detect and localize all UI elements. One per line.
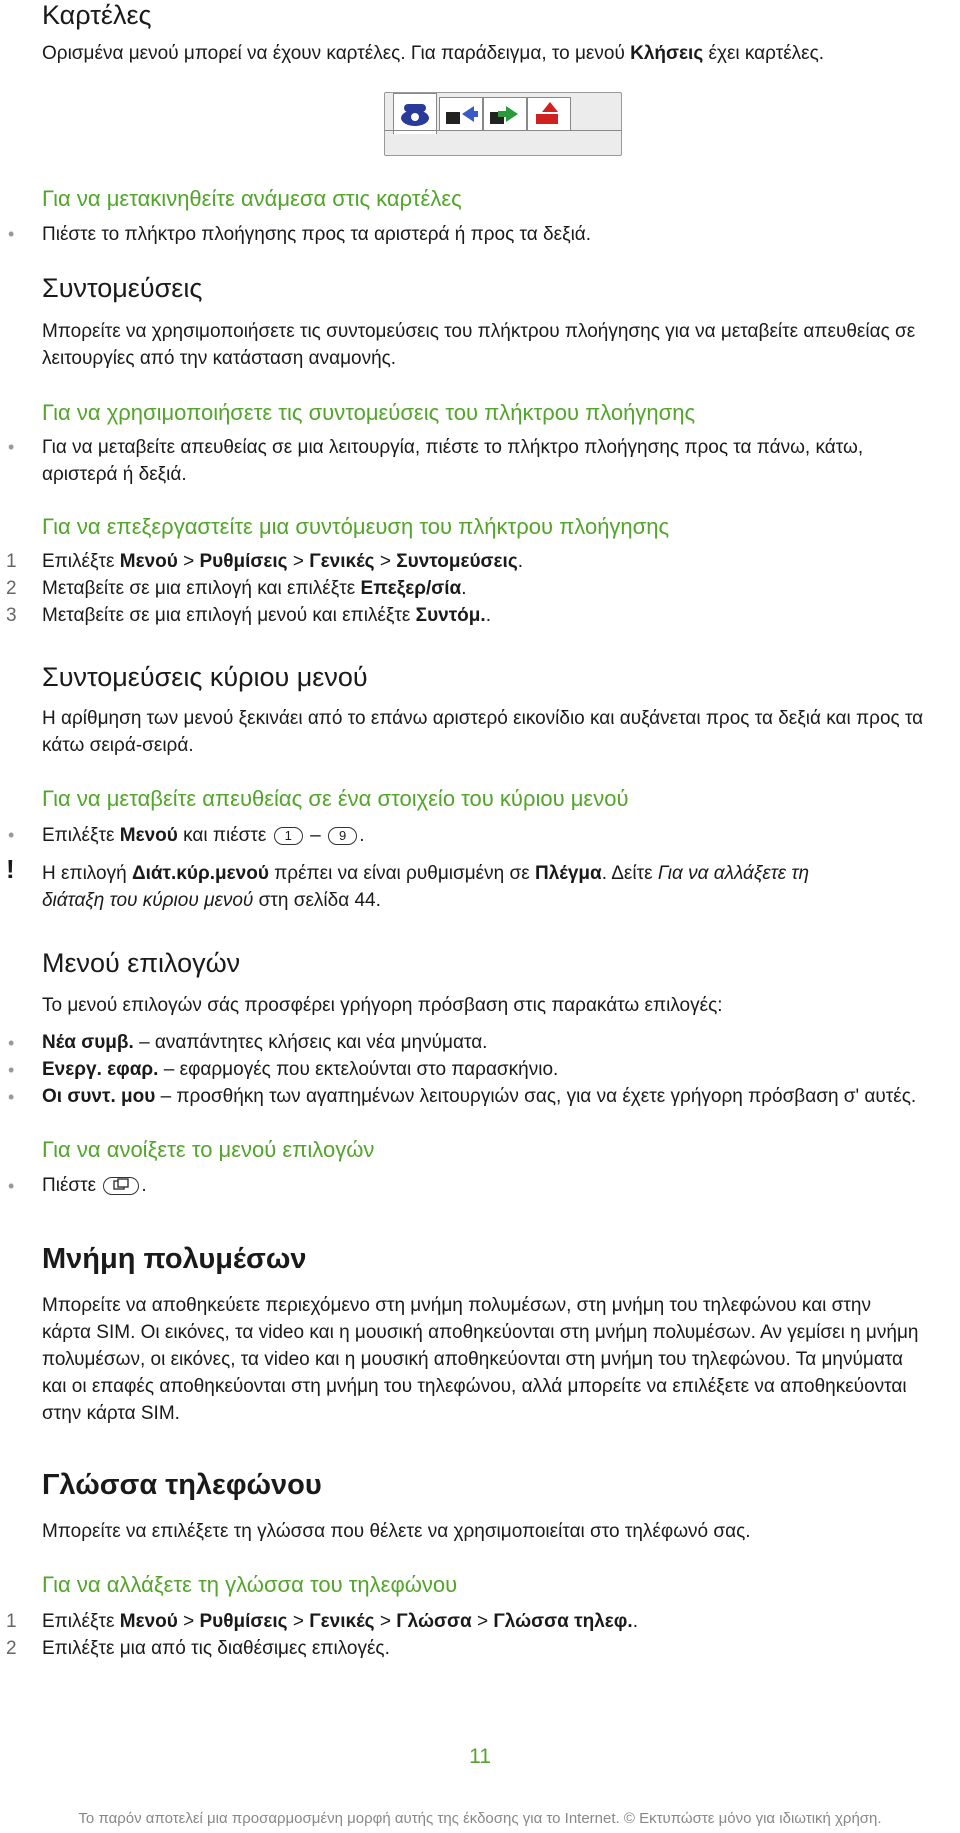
- language-step-2: Επιλέξτε μια από τις διαθέσιμες επιλογές.: [42, 1638, 390, 1659]
- shortcuts-heading: Συντομεύσεις: [42, 273, 203, 303]
- shortcuts-step-2: Μεταβείτε σε μια επιλογή και επιλέξτε Επεξερ/σία.: [42, 578, 467, 599]
- step-number: 2: [6, 1638, 17, 1659]
- footer-note: Το παρόν αποτελεί μια προσαρμοσμένη μορφή αυτής της έκδοσης για το Internet. © Εκτυπώστε μόνο για ιδιωτική χρήση.: [78, 1810, 882, 1827]
- options-heading: Μενού επιλογών: [42, 948, 241, 978]
- incoming-call-icon: [439, 97, 483, 131]
- outgoing-call-icon: [483, 97, 527, 131]
- tabs-subheading: Για να μετακινηθείτε ανάμεσα στις καρτέλες: [42, 186, 462, 211]
- missed-call-icon: [527, 97, 571, 131]
- options-intro: Το μενού επιλογών σάς προσφέρει γρήγορη πρόσβαση στις παρακάτω επιλογές:: [42, 995, 723, 1016]
- bullet: •: [8, 1087, 15, 1107]
- language-heading: Γλώσσα τηλεφώνου: [42, 1469, 322, 1501]
- shortcuts-sub1-bullet: Για να μεταβείτε απευθείας σε μια λειτουργία, πιέστε το πλήκτρο πλοήγησης προς τα πάνω, κάτω, αριστερά ή δεξιά.: [42, 437, 864, 485]
- phone-icon: [393, 93, 437, 134]
- tabs-bullet-text: Πιέστε το πλήκτρο πλοήγησης προς τα αριστερά ή προς τα δεξιά.: [42, 224, 592, 245]
- step-number: 1: [6, 551, 17, 572]
- main-menu-sub: Για να μεταβείτε απευθείας σε ένα στοιχείο του κύριου μενού: [42, 786, 629, 811]
- shortcuts-intro: Μπορείτε να χρησιμοποιήσετε τις συντομεύσεις του πλήκτρου πλοήγησης για να μεταβείτε απευθείας σε λειτουργίες από την κατάσταση αναμονής.: [42, 321, 916, 369]
- tabs-intro: Ορισμένα μενού μπορεί να έχουν καρτέλες. Για παράδειγμα, το μενού Κλήσεις έχει καρτέλες.: [42, 43, 825, 64]
- bullet: •: [8, 224, 15, 244]
- bullet: •: [8, 1033, 15, 1053]
- shortcuts-sub1: Για να χρησιμοποιήσετε τις συντομεύσεις του πλήκτρου πλοήγησης: [42, 400, 696, 425]
- shortcuts-step-1: Επιλέξτε Μενού > Ρυθμίσεις > Γενικές > Συντομεύσεις.: [42, 551, 523, 572]
- tab-bar-illustration: [384, 92, 622, 156]
- shortcuts-step-3: Μεταβείτε σε μια επιλογή μενού και επιλέξτε Συντόμ..: [42, 605, 491, 626]
- key-9-icon: 9: [328, 827, 357, 845]
- options-key-icon: [103, 1177, 139, 1195]
- options-sub: Για να ανοίξετε το μενού επιλογών: [42, 1137, 375, 1162]
- language-sub: Για να αλλάξετε τη γλώσσα του τηλεφώνου: [42, 1572, 458, 1597]
- warning-icon: !: [6, 854, 15, 884]
- options-item-3: Οι συντ. μου – προσθήκη των αγαπημένων λειτουργιών σας, για να έχετε γρήγορη πρόσβαση σ' αυτές.: [42, 1086, 917, 1107]
- bullet: •: [8, 437, 15, 457]
- main-menu-note: Η επιλογή Διάτ.κύρ.μενού πρέπει να είναι ρυθμισμένη σε Πλέγμα. Δείτε Για να αλλάξετε τη διάταξη του κύριου μενού στη σελίδα 44.: [42, 863, 810, 911]
- memory-text: Μπορείτε να αποθηκεύετε περιεχόμενο στη μνήμη πολυμέσων, στη μνήμη του τηλεφώνου και στην κάρτα SIM. Οι εικόνες, τα video και η μουσική αποθηκεύονται στη μνήμη πολυμέσων. Αν γεμίσει η μνήμη πολυμέσων, οι εικόνες, τα video και η μουσική αποθηκεύονται στη μνήμη του τηλεφώνου. Τα μηνύματα και οι επαφές αποθηκεύονται στη μνήμη του τηλεφώνου, αλλά μπορείτε να επιλέξετε να αποθηκεύονται στην κάρτα SIM.: [42, 1295, 919, 1424]
- main-menu-intro: Η αρίθμηση των μενού ξεκινάει από το επάνω αριστερό εικονίδιο και αυξάνεται προς τα δεξιά και προς τα κάτω σειρά-σειρά.: [42, 708, 924, 756]
- options-item-2: Ενεργ. εφαρ. – εφαρμογές που εκτελούνται στο παρασκήνιο.: [42, 1059, 559, 1080]
- step-number: 3: [6, 605, 17, 626]
- tabs-heading: Καρτέλες: [42, 0, 152, 30]
- bullet: •: [8, 1176, 15, 1196]
- memory-heading: Μνήμη πολυμέσων: [42, 1243, 307, 1275]
- key-1-icon: 1: [274, 827, 303, 845]
- options-item-1: Νέα συμβ. – αναπάντητες κλήσεις και νέα μηνύματα.: [42, 1032, 488, 1053]
- language-intro: Μπορείτε να επιλέξετε τη γλώσσα που θέλετε να χρησιμοποιείται στο τηλέφωνό σας.: [42, 1521, 751, 1542]
- main-menu-bullet: Επιλέξτε Μενού και πιέστε 1 – 9 .: [42, 825, 365, 846]
- tab-divider: [385, 130, 621, 131]
- step-number: 1: [6, 1611, 17, 1632]
- page-number: 11: [469, 1745, 491, 1768]
- language-step-1: Επιλέξτε Μενού > Ρυθμίσεις > Γενικές > Γλώσσα > Γλώσσα τηλεφ..: [42, 1611, 638, 1632]
- options-bullet: Πιέστε .: [42, 1175, 147, 1196]
- step-number: 2: [6, 578, 17, 599]
- main-menu-heading: Συντομεύσεις κύριου μενού: [42, 662, 368, 692]
- bullet: •: [8, 825, 15, 845]
- bullet: •: [8, 1060, 15, 1080]
- shortcuts-sub2: Για να επεξεργαστείτε μια συντόμευση του πλήκτρου πλοήγησης: [42, 514, 670, 539]
